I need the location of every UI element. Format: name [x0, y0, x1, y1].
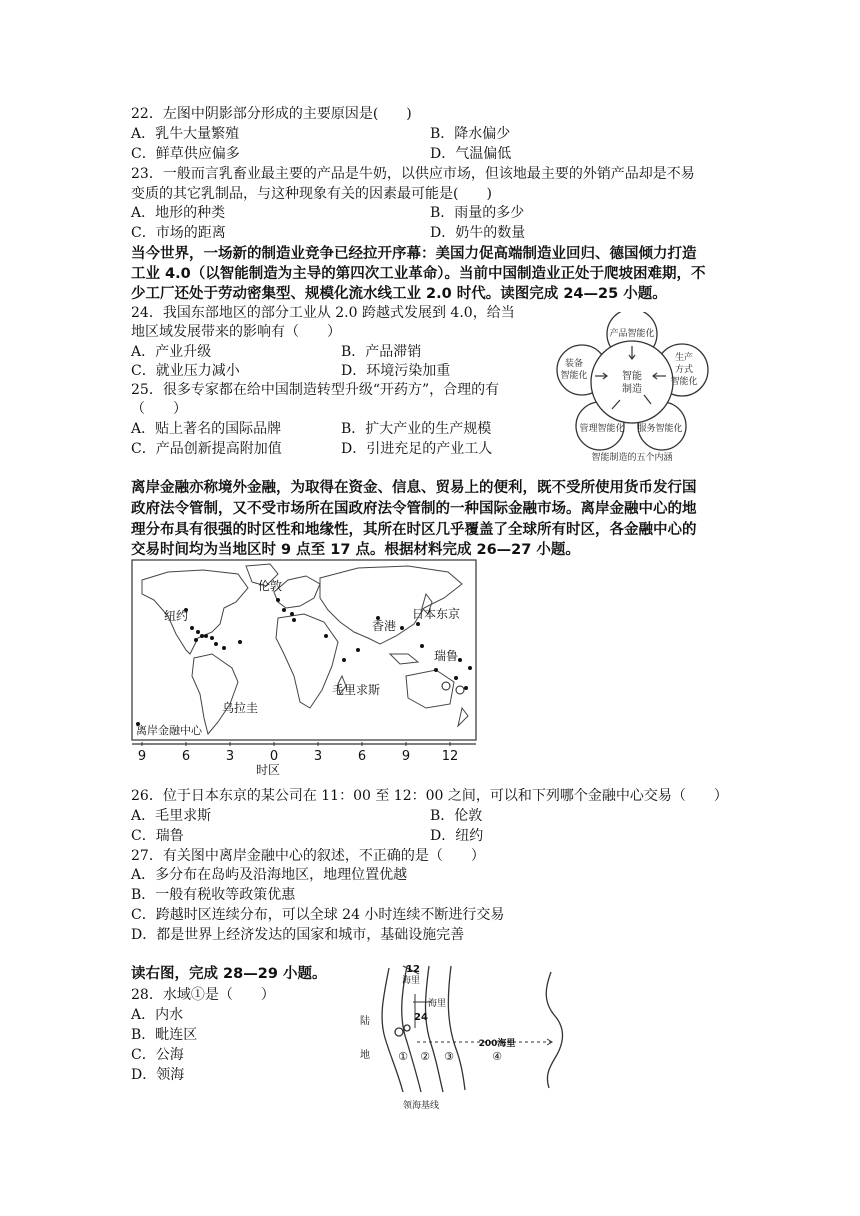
q24-option-a[interactable]: A．产业升级 [131, 344, 212, 360]
passage2-line2: 政府法令管制，又不受市场所在国政府法令管制的一种国际金融市场。离岸金融中心的地 [131, 501, 697, 517]
q22-option-b[interactable]: B．降水偏少 [430, 126, 511, 142]
sea-land-label-2: 地 [360, 1050, 370, 1061]
map-legend-label: 离岸金融中心 [136, 724, 202, 737]
q26-option-c[interactable]: C．瑞鲁 [131, 828, 184, 844]
q23-stem-line2: 变质的其它乳制品，与这种现象有关的因素最可能是( ) [131, 186, 492, 202]
q25-option-c[interactable]: C．产品创新提高附加值 [131, 441, 282, 457]
sea-baseline-label: 领海基线 [402, 1101, 440, 1111]
diagram-service-label: 服务智能化 [637, 424, 683, 434]
tz-tick-5: 6 [357, 749, 367, 764]
q22-option-c[interactable]: C．鲜草供应偏多 [131, 146, 240, 162]
sea-zone-1: ① [398, 1050, 408, 1063]
q28-option-a[interactable]: A．内水 [131, 1007, 184, 1023]
sea-label-200: 200海里 [478, 1039, 516, 1049]
tz-tick-2: 3 [225, 749, 235, 764]
tz-tick-4: 3 [313, 749, 323, 764]
q24-option-c[interactable]: C．就业压力减小 [131, 363, 240, 379]
q26-stem: 26．位于日本东京的某公司在 11：00 至 12：00 之间，可以和下列哪个金融中心交易（ ） [131, 788, 728, 804]
map-label-london: 伦敦 [258, 579, 283, 593]
sea-land-label-1: 陆 [360, 1016, 370, 1027]
sea-label-24: 24 [414, 1012, 428, 1023]
q23-option-d[interactable]: D．奶牛的数量 [430, 225, 526, 241]
sea-zone-4: ④ [492, 1050, 502, 1063]
q26-option-d[interactable]: D．纽约 [430, 828, 484, 844]
diagram-equipment-label-1: 装备 [564, 359, 584, 369]
tz-axis-label: 时区 [255, 763, 281, 776]
passage1-line1: 当今世界，一场新的制造业竞争已经拉开序幕：美国力促高端制造业回归、德国倾力打造 [131, 246, 697, 262]
passage2-line3: 理分布具有很强的时区性和地缘性，其所在时区几乎覆盖了全球所有时区，各金融中心的 [131, 522, 697, 538]
q25-stem-line1: 25．很多专家都在给中国制造转型升级“开药方”，合理的有 [131, 382, 500, 398]
q23-stem-line1: 23．一般而言乳畜业最主要的产品是牛奶，以供应市场，但该地最主要的外销产品却是不易 [131, 166, 695, 182]
sea-label-nm2: 海里 [427, 999, 447, 1009]
passage2-line1: 离岸金融亦称境外金融，为取得在资金、信息、贸易上的便利，既不受所使用货币发行国 [131, 480, 697, 496]
map-label-uruguay: 乌拉圭 [222, 701, 259, 715]
tz-tick-1: 6 [181, 749, 191, 764]
map-label-ruilu: 瑞鲁 [434, 649, 459, 663]
q27-option-c[interactable]: C．跨越时区连续分布，可以全球 24 小时连续不断进行交易 [131, 907, 505, 923]
passage3: 读右图，完成 28—29 小题。 [131, 966, 327, 982]
passage1-line2: 工业 4.0（以智能制造为主导的第四次工业革命）。当前中国制造业正处于爬坡困难期，不 [131, 266, 706, 282]
q27-option-a[interactable]: A．多分布在岛屿及沿海地区，地理位置优越 [131, 867, 408, 883]
passage2-line4: 交易时间均为当地区时 9 点至 17 点。根据材料完成 26—27 小题。 [131, 542, 580, 558]
diagram-center-label-1: 智能 [622, 371, 642, 382]
q24-option-d[interactable]: D．环境污染加重 [341, 363, 451, 379]
map-label-hongkong: 香港 [372, 619, 397, 633]
q26-option-a[interactable]: A．毛里求斯 [131, 808, 212, 824]
offshore-finance-world-map [128, 558, 480, 776]
sea-zone-3: ③ [444, 1050, 454, 1063]
diagram-caption: 智能制造的五个内涵 [591, 453, 673, 463]
q27-option-b[interactable]: B．一般有税收等政策优惠 [131, 887, 296, 903]
q28-stem: 28．水域①是（ ） [131, 987, 275, 1003]
sea-zone-2: ② [420, 1050, 430, 1063]
sea-label-nm1: 海里 [401, 976, 421, 986]
q25-option-b[interactable]: B．扩大产业的生产规模 [341, 421, 492, 437]
tz-tick-3: 0 [269, 749, 279, 764]
map-label-mauritius: 毛里求斯 [332, 683, 381, 697]
map-label-tokyo: 日本东京 [412, 607, 461, 621]
diagram-production-label-2: 方式 [674, 365, 694, 375]
sea-zones-diagram [355, 958, 595, 1114]
q24-option-b[interactable]: B．产品滞销 [341, 344, 422, 360]
q22-option-d[interactable]: D．气温偏低 [430, 146, 512, 162]
q25-stem-line2: （ ） [131, 401, 187, 417]
q25-option-d[interactable]: D．引进充足的产业工人 [341, 441, 493, 457]
q24-stem-line2: 地区域发展带来的影响有（ ） [131, 324, 341, 340]
diagram-production-label-1: 生产 [674, 353, 694, 363]
q22-option-a[interactable]: A．乳牛大量繁殖 [131, 126, 240, 142]
q23-option-a[interactable]: A．地形的种类 [131, 205, 226, 221]
q22-stem: 22．左图中阴影部分形成的主要原因是( ) [131, 106, 412, 122]
diagram-management-label: 管理智能化 [579, 424, 625, 434]
map-label-newyork: 纽约 [164, 609, 189, 623]
diagram-equipment-label-2: 智能化 [560, 371, 588, 381]
q28-option-d[interactable]: D．领海 [131, 1067, 185, 1083]
q28-option-c[interactable]: C．公海 [131, 1047, 184, 1063]
q23-option-c[interactable]: C．市场的距离 [131, 225, 226, 241]
passage1-line3: 少工厂还处于劳动密集型、规模化流水线工业 2.0 时代。读图完成 24—25 小题。 [131, 286, 667, 302]
diagram-product-label: 产品智能化 [609, 329, 655, 339]
sea-label-12: 12 [406, 964, 420, 975]
tz-tick-0: 9 [137, 749, 147, 764]
q25-option-a[interactable]: A．贴上著名的国际品牌 [131, 421, 282, 437]
tz-tick-7: 12 [441, 749, 459, 764]
q26-option-b[interactable]: B．伦敦 [430, 808, 483, 824]
q27-option-d[interactable]: D．都是世界上经济发达的国家和城市，基础设施完善 [131, 927, 465, 943]
q24-stem-line1: 24．我国东部地区的部分工业从 2.0 跨越式发展到 4.0，给当 [131, 305, 515, 321]
q28-option-b[interactable]: B．毗连区 [131, 1027, 198, 1043]
diagram-production-label-3: 智能化 [670, 377, 698, 387]
q23-option-b[interactable]: B．雨量的多少 [430, 205, 525, 221]
q27-stem: 27．有关图中离岸金融中心的叙述，不正确的是（ ） [131, 848, 485, 864]
smart-manufacturing-diagram [550, 312, 730, 464]
tz-tick-6: 9 [401, 749, 411, 764]
diagram-center-label-2: 制造 [622, 384, 642, 395]
